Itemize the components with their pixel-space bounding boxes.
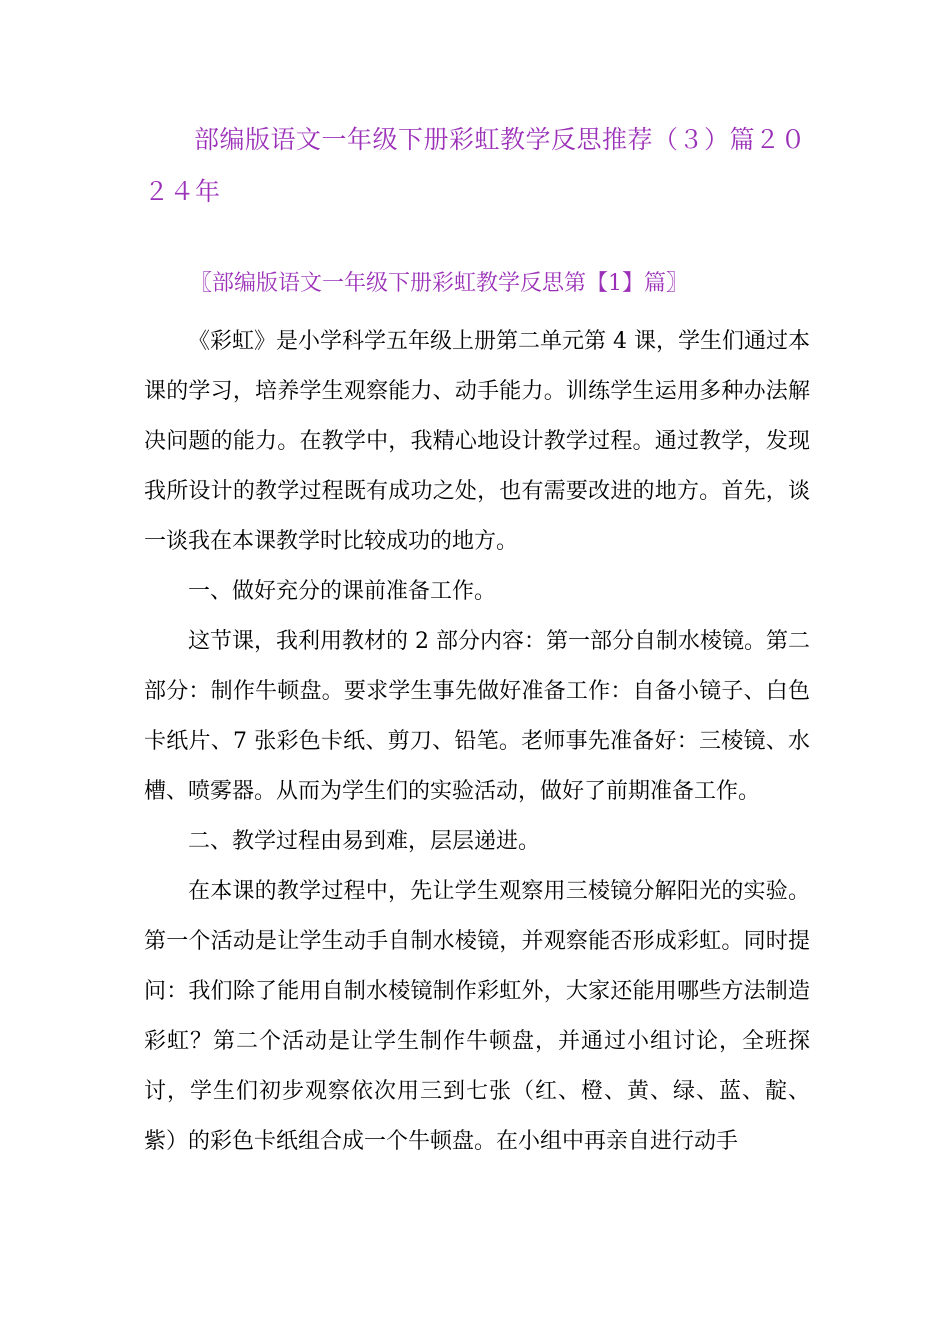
paragraph-point-two-heading: 二、教学过程由易到难，层层递进。 (188, 829, 541, 854)
body-text (144, 317, 810, 1167)
paragraph-intro: 《彩虹》是小学科学五年级上册第二单元第 4 课，学生们通过本课的学习，培养学生观察能力、动手能力。训练学生运用多种办法解决问题的能力。在教学中，我精心地设计教学过程。通过教学，发现我所设计的教学过程既有成功之处，也有需要改进的地方。首先，谈一谈我在本课教学时比较成功的地方。 (144, 329, 810, 554)
document-title: 部编版语文一年级下册彩虹教学反思推荐（３）篇２０２４年 (144, 125, 807, 206)
section-heading: 〖部编版语文一年级下册彩虹教学反思第【1】篇〗 (190, 271, 688, 296)
paragraph-preparation: 这节课，我利用教材的 2 部分内容：第一部分自制水棱镜。第二部分：制作牛顿盘。要求学生事先做好准备工作：自备小镜子、白色卡纸片、7 张彩色卡纸、剪刀、铅笔。老师事先准备好：三棱镜、水槽、喷雾器。从而为学生们的实验活动，做好了前期准备工作。 (144, 629, 810, 804)
paragraph-teaching-process: 在本课的教学过程中，先让学生观察用三棱镜分解阳光的实验。第一个活动是让学生动手自制水棱镜，并观察能否形成彩虹。同时提问：我们除了能用自制水棱镜制作彩虹外，大家还能用哪些方法制造彩虹？第二个活动是让学生制作牛顿盘，并通过小组讨论，全班探讨，学生们初步观察依次用三到七张（红、橙、黄、绿、蓝、靛、紫）的彩色卡纸组合成一个牛顿盘。在小组中再亲自进行动手 (144, 879, 810, 1154)
paragraph-point-one-heading: 一、做好充分的课前准备工作。 (188, 579, 497, 604)
